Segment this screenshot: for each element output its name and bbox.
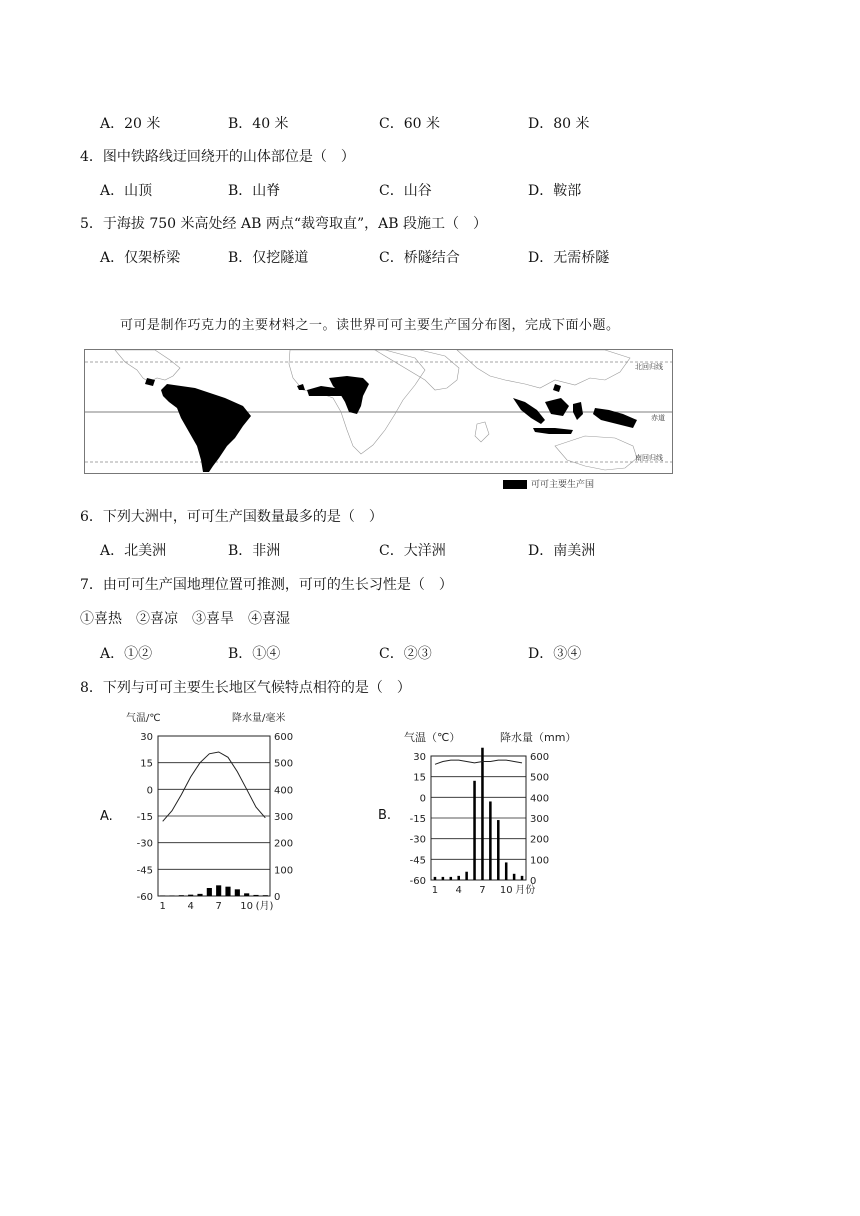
- precipitation-bar: [497, 820, 500, 880]
- temperature-tick-label: -15: [136, 812, 153, 823]
- temperature-tick-label: -30: [409, 834, 426, 846]
- month-tick-label: 1: [431, 885, 439, 896]
- month-tick-label: 10: [240, 901, 254, 912]
- precipitation-bar: [235, 889, 240, 896]
- south-america-producer: [161, 384, 251, 472]
- precipitation-bar: [457, 876, 460, 880]
- month-tick-label: 7: [479, 885, 486, 896]
- precipitation-bar: [188, 895, 193, 896]
- x-unit-label: (月): [255, 901, 274, 912]
- q5-option-a: A．仅架桥梁: [100, 250, 181, 266]
- precipitation-tick-label: 100: [530, 855, 550, 867]
- precipitation-tick-label: 200: [530, 834, 550, 846]
- q5-option-c: C．桥隧结合: [379, 250, 460, 266]
- q4-option-c: C．山谷: [379, 183, 432, 199]
- question-8-stem: 8．下列与可可主要生长地区气候特点相符的是（ ）: [80, 680, 411, 696]
- map-svg: [85, 350, 672, 473]
- tropic-south-label: 南回归线: [635, 454, 663, 462]
- q3-option-d: D．80 米: [528, 116, 590, 132]
- precipitation-bar: [489, 801, 492, 880]
- precipitation-bar: [442, 877, 445, 880]
- temperature-line: [435, 760, 522, 764]
- question-7-stem: 7．由可可生产国地理位置可推测，可可的生长习性是（ ）: [80, 577, 453, 593]
- precipitation-bar: [513, 874, 516, 880]
- question-4-stem: 4．图中铁路线迂回绕开的山体部位是（ ）: [80, 149, 355, 165]
- precipitation-bar: [179, 895, 184, 896]
- precipitation-tick-label: 600: [530, 752, 550, 763]
- q6-option-a: A．北美洲: [100, 543, 167, 559]
- legend-label: 可可主要生产国: [531, 480, 595, 490]
- question-6-stem: 6．下列大洲中，可可生产国数量最多的是（ ）: [80, 509, 383, 525]
- q7-option-d: D．③④: [528, 646, 582, 662]
- precipitation-tick-label: 400: [274, 785, 294, 797]
- precipitation-bar: [244, 893, 249, 896]
- temperature-tick-label: -30: [136, 838, 153, 850]
- month-tick-label: 10: [499, 885, 513, 896]
- q3-option-b: B．40 米: [228, 116, 289, 132]
- q4-option-a: A．山顶: [100, 183, 153, 199]
- africa-small-producer: [297, 384, 305, 390]
- q3-option-c: C．60 米: [379, 116, 440, 132]
- precipitation-tick-label: 600: [274, 732, 294, 743]
- sumatra-producer: [513, 398, 545, 424]
- climate-chart-b: [376, 724, 576, 900]
- precipitation-bar: [263, 895, 268, 896]
- question-5-stem: 5．于海拔 750 米高处经 AB 两点“裁弯取直”，AB 段施工（ ）: [80, 216, 487, 232]
- q6-option-b: B．非洲: [228, 543, 281, 559]
- tropic-north-label: 北回归线: [635, 363, 663, 371]
- temperature-tick-label: -15: [409, 814, 426, 825]
- precipitation-bar: [225, 887, 230, 896]
- precipitation-bar: [253, 895, 258, 896]
- q4-option-b: B．山脊: [228, 183, 281, 199]
- precipitation-bar: [450, 877, 453, 880]
- left-axis-title: 气温（℃）: [404, 731, 461, 744]
- temperature-tick-label: 30: [413, 752, 426, 763]
- month-tick-label: 1: [159, 901, 166, 912]
- precipitation-bar: [481, 748, 484, 880]
- temperature-tick-label: -45: [136, 865, 153, 877]
- right-axis-title: 降水量/毫米: [232, 713, 286, 724]
- precipitation-bar: [207, 888, 212, 896]
- precipitation-bar: [505, 862, 508, 880]
- left-axis-title: 气温/℃: [126, 713, 161, 724]
- temperature-tick-label: 0: [146, 785, 153, 797]
- legend-swatch: [503, 480, 527, 489]
- precipitation-tick-label: 500: [530, 772, 550, 784]
- precipitation-tick-label: 300: [530, 814, 550, 825]
- temperature-tick-label: 30: [140, 732, 153, 743]
- precipitation-tick-label: 500: [274, 758, 294, 770]
- q7-statements: ①喜热 ②喜凉 ③喜旱 ④喜湿: [80, 611, 290, 627]
- precipitation-tick-label: 400: [530, 793, 550, 805]
- philippines-producer: [553, 384, 561, 392]
- precipitation-bar: [169, 895, 174, 896]
- precipitation-bar: [465, 872, 468, 880]
- precipitation-bar: [160, 895, 165, 896]
- q6-option-d: D．南美洲: [528, 543, 596, 559]
- sulawesi-producer: [573, 402, 583, 420]
- precipitation-bar: [197, 894, 202, 896]
- q7-option-c: C．②③: [379, 646, 432, 662]
- borneo-producer: [545, 398, 569, 416]
- precipitation-bar: [521, 876, 524, 880]
- temperature-tick-label: 15: [140, 758, 153, 770]
- temperature-tick-label: -60: [136, 892, 153, 903]
- precipitation-tick-label: 0: [274, 892, 281, 903]
- q4-option-d: D．鞍部: [528, 183, 582, 199]
- precipitation-bar: [473, 781, 476, 880]
- precipitation-tick-label: 300: [274, 812, 294, 823]
- central-america-producer: [145, 378, 155, 386]
- precipitation-bar: [434, 877, 437, 880]
- q7-option-b: B．①④: [228, 646, 281, 662]
- cocoa-producers: [145, 376, 637, 472]
- precipitation-tick-label: 100: [274, 865, 294, 877]
- temperature-tick-label: 15: [413, 772, 426, 784]
- precipitation-tick-label: 200: [274, 838, 294, 850]
- cocoa-intro: 可可是制作巧克力的主要材料之一。读世界可可主要生产国分布图，完成下面小题。: [120, 318, 620, 333]
- temperature-tick-label: 0: [419, 793, 426, 805]
- chart-option-label: A.: [100, 809, 113, 824]
- precipitation-tick-label: 0: [530, 876, 537, 887]
- climate-chart-a: [98, 706, 308, 920]
- month-tick-label: 4: [187, 901, 194, 912]
- java-producer: [533, 428, 573, 434]
- equator-label: 赤道: [651, 414, 665, 422]
- q7-option-a: A．①②: [100, 646, 153, 662]
- x-unit-label: 月份: [515, 885, 536, 896]
- temperature-tick-label: -60: [409, 876, 426, 887]
- q3-option-a: A．20 米: [100, 116, 161, 132]
- right-axis-title: 降水量（mm）: [500, 731, 576, 744]
- q6-option-c: C．大洋洲: [379, 543, 446, 559]
- q5-option-d: D．无需桥隧: [528, 250, 610, 266]
- chart-option-label: B.: [378, 808, 392, 823]
- new-guinea-producer: [593, 408, 637, 428]
- q5-option-b: B．仅挖隧道: [228, 250, 309, 266]
- map-legend: [503, 477, 594, 490]
- world-cocoa-map: [84, 349, 673, 474]
- temperature-tick-label: -45: [409, 855, 426, 867]
- month-tick-label: 7: [215, 901, 222, 912]
- month-tick-label: 4: [455, 885, 462, 896]
- precipitation-bar: [216, 885, 221, 896]
